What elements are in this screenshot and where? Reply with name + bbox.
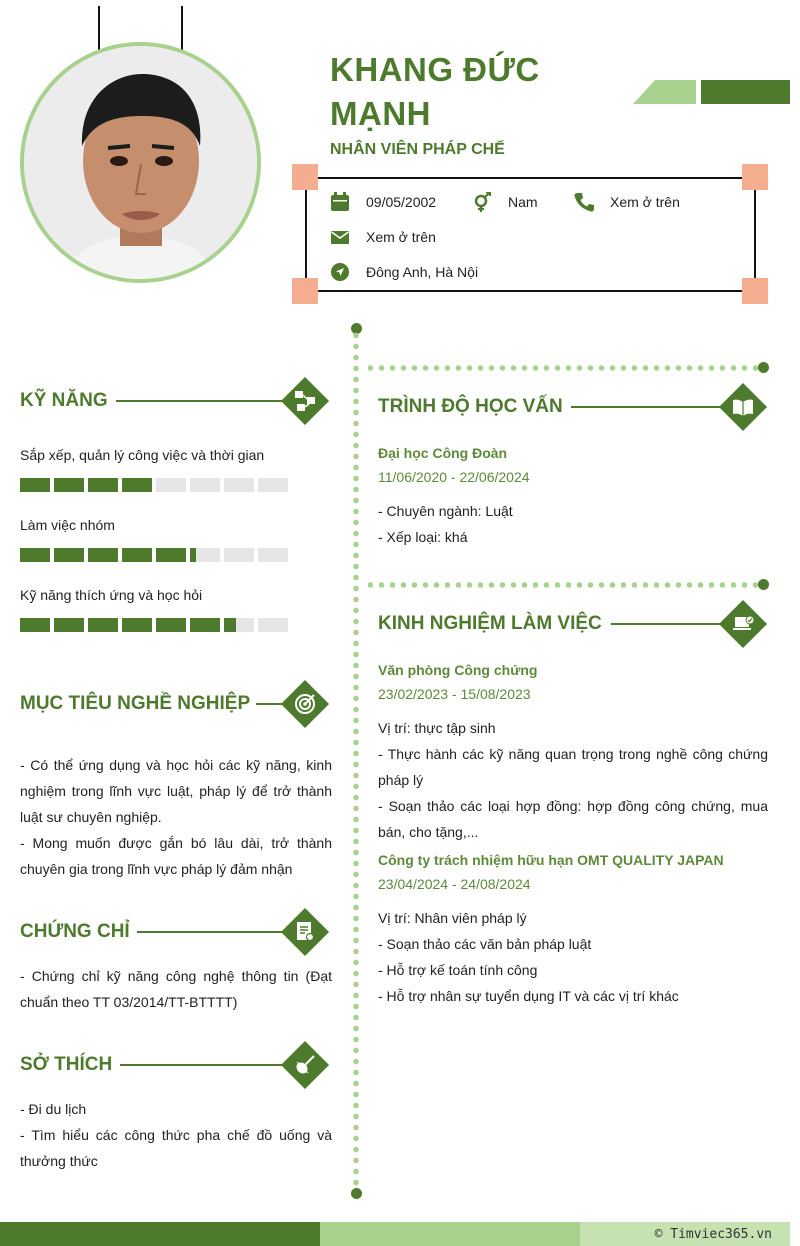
hobby-line: - Tìm hiểu các công thức pha chế đồ uống và thưởng thức bbox=[20, 1127, 332, 1169]
corner-decoration bbox=[292, 164, 318, 190]
skill-bar-segment bbox=[20, 478, 50, 492]
corner-decoration bbox=[742, 164, 768, 190]
job-details bbox=[378, 905, 768, 1009]
laptop-icon bbox=[726, 607, 760, 641]
corner-decoration bbox=[292, 278, 318, 304]
calendar-icon bbox=[330, 192, 350, 212]
divider-dot bbox=[758, 362, 769, 373]
skill-label: Làm việc nhóm bbox=[20, 517, 115, 533]
hobby-line: - Đi du lịch bbox=[20, 1101, 87, 1117]
divider-dot bbox=[758, 579, 769, 590]
section-line bbox=[611, 623, 726, 625]
section-line bbox=[120, 1064, 288, 1066]
skill-bar-segment bbox=[224, 478, 254, 492]
section-line bbox=[116, 400, 286, 402]
footer-bar bbox=[320, 1222, 580, 1246]
skill-bar-segment bbox=[258, 478, 288, 492]
avatar-photo bbox=[24, 46, 257, 279]
job-line: - Thực hành các kỹ năng quan trọng trong nghề công chứng pháp lý bbox=[378, 746, 768, 788]
job-dates: 23/02/2023 - 15/08/2023 bbox=[378, 686, 531, 702]
skill-bar-segment bbox=[258, 618, 288, 632]
skill-bar-segment bbox=[156, 478, 186, 492]
section-divider bbox=[365, 582, 760, 588]
job-company: Công ty trách nhiệm hữu hạn OMT QUALITY JAPAN bbox=[378, 852, 724, 868]
skill-label: Sắp xếp, quản lý công việc và thời gian bbox=[20, 447, 265, 463]
corner-decoration bbox=[742, 278, 768, 304]
phone-icon bbox=[574, 192, 594, 212]
avatar bbox=[20, 42, 261, 283]
job-line: - Hỗ trợ nhân sự tuyển dụng IT và các vị trí khác bbox=[378, 988, 679, 1004]
experience-title: KINH NGHIỆM LÀM VIỆC bbox=[378, 613, 602, 634]
candidate-name: KHANG ĐỨC MẠNH bbox=[330, 51, 540, 132]
skill-bar-segment bbox=[54, 548, 84, 562]
objective-line: - Có thể ứng dụng và học hỏi các kỹ năng, kinh nghiệm trong lĩnh vực luật, pháp lý để trở thành luật sư chuyên nghiệp. bbox=[20, 757, 332, 825]
skill-bar-segment bbox=[156, 618, 186, 632]
job-line: - Soạn thảo các loại hợp đồng: hợp đồng công chứng, mua bán, cho tặng,... bbox=[378, 798, 768, 840]
skill-bar-segment bbox=[190, 618, 220, 632]
target-icon bbox=[288, 687, 322, 721]
photo-hanger-left bbox=[98, 6, 100, 52]
skill-bar-segment bbox=[88, 478, 118, 492]
education-line: - Chuyên ngành: Luật bbox=[378, 503, 513, 519]
skill-bar-segment bbox=[224, 548, 254, 562]
job-line: - Hỗ trợ kế toán tính công bbox=[378, 962, 538, 978]
hobbies-text bbox=[20, 1096, 332, 1174]
job-dates: 23/04/2024 - 24/08/2024 bbox=[378, 876, 531, 892]
objective-text bbox=[20, 752, 332, 882]
email-icon bbox=[330, 227, 350, 247]
skill-bar-segment bbox=[190, 478, 220, 492]
phone-row bbox=[574, 192, 680, 212]
hobbies-title: SỞ THÍCH bbox=[20, 1054, 113, 1075]
skill-bar-segment bbox=[88, 618, 118, 632]
birthday-row bbox=[330, 192, 436, 212]
gender-value: Nam bbox=[508, 194, 538, 210]
job-line: Vị trí: thực tập sinh bbox=[378, 720, 496, 736]
timeline-dot bbox=[351, 1188, 362, 1199]
skill-bar-segment bbox=[122, 618, 152, 632]
job-details bbox=[378, 715, 768, 845]
objective-line: - Mong muốn được gắn bó lâu dài, trở thành chuyên gia trong lĩnh vực pháp lý đảm nhận bbox=[20, 835, 332, 877]
education-title: TRÌNH ĐỘ HỌC VẤN bbox=[378, 396, 563, 417]
skill-bar-segment bbox=[54, 478, 84, 492]
skill-bar-segment bbox=[20, 548, 50, 562]
education-dates: 11/06/2020 - 22/06/2024 bbox=[378, 469, 530, 485]
skill-bar-segment bbox=[224, 618, 254, 632]
skill-bar bbox=[20, 548, 288, 562]
skill-bar bbox=[20, 618, 288, 632]
skill-bar-segment bbox=[190, 548, 220, 562]
gender-icon bbox=[472, 192, 492, 212]
skills-title: KỸ NĂNG bbox=[20, 390, 108, 411]
skill-label: Kỹ năng thích ứng và học hỏi bbox=[20, 587, 203, 603]
gender-row bbox=[472, 192, 538, 212]
birthday-value: 09/05/2002 bbox=[366, 194, 437, 210]
timeline-line bbox=[353, 330, 359, 1192]
skill-bar bbox=[20, 478, 288, 492]
email-row bbox=[330, 227, 436, 247]
book-icon bbox=[726, 390, 760, 424]
photo-hanger-right bbox=[181, 6, 183, 52]
certificate-line: - Chứng chỉ kỹ năng công nghệ thông tin (Đạt chuẩn theo TT 03/2014/TT-BTTTT) bbox=[20, 968, 332, 1010]
violin-icon bbox=[288, 1048, 322, 1082]
certificates-text bbox=[20, 963, 332, 1015]
objective-title: MỤC TIÊU NGHỀ NGHIỆP bbox=[20, 693, 251, 714]
job-line: - Soạn thảo các văn bản pháp luật bbox=[378, 936, 592, 952]
education-details bbox=[378, 498, 513, 550]
job-line: Vị trí: Nhân viên pháp lý bbox=[378, 910, 527, 926]
skill-bar-segment bbox=[156, 548, 186, 562]
phone-value: Xem ở trên bbox=[610, 194, 680, 210]
address-value: Đông Anh, Hà Nội bbox=[366, 264, 479, 280]
skills-icon bbox=[288, 384, 322, 418]
skill-bar-segment bbox=[122, 548, 152, 562]
email-value: Xem ở trên bbox=[366, 229, 436, 245]
certificate-icon bbox=[288, 915, 322, 949]
header-decoration bbox=[633, 80, 790, 104]
skill-bar-segment bbox=[258, 548, 288, 562]
section-divider bbox=[365, 365, 760, 371]
location-icon bbox=[330, 262, 350, 282]
skill-bar-segment bbox=[122, 478, 152, 492]
section-line bbox=[571, 406, 726, 408]
job-company: Văn phòng Công chứng bbox=[378, 662, 538, 678]
section-line bbox=[137, 931, 288, 933]
footer-bar bbox=[0, 1222, 320, 1246]
education-line: - Xếp loại: khá bbox=[378, 529, 468, 545]
address-row bbox=[330, 262, 478, 282]
footer-credit: © Timviec365.vn bbox=[580, 1222, 790, 1246]
certificates-title: CHỨNG CHỈ bbox=[20, 921, 130, 942]
skill-bar-segment bbox=[54, 618, 84, 632]
skill-bar-segment bbox=[20, 618, 50, 632]
skill-bar-segment bbox=[88, 548, 118, 562]
education-school: Đại học Công Đoàn bbox=[378, 445, 508, 461]
job-title: NHÂN VIÊN PHÁP CHẾ bbox=[330, 141, 505, 158]
